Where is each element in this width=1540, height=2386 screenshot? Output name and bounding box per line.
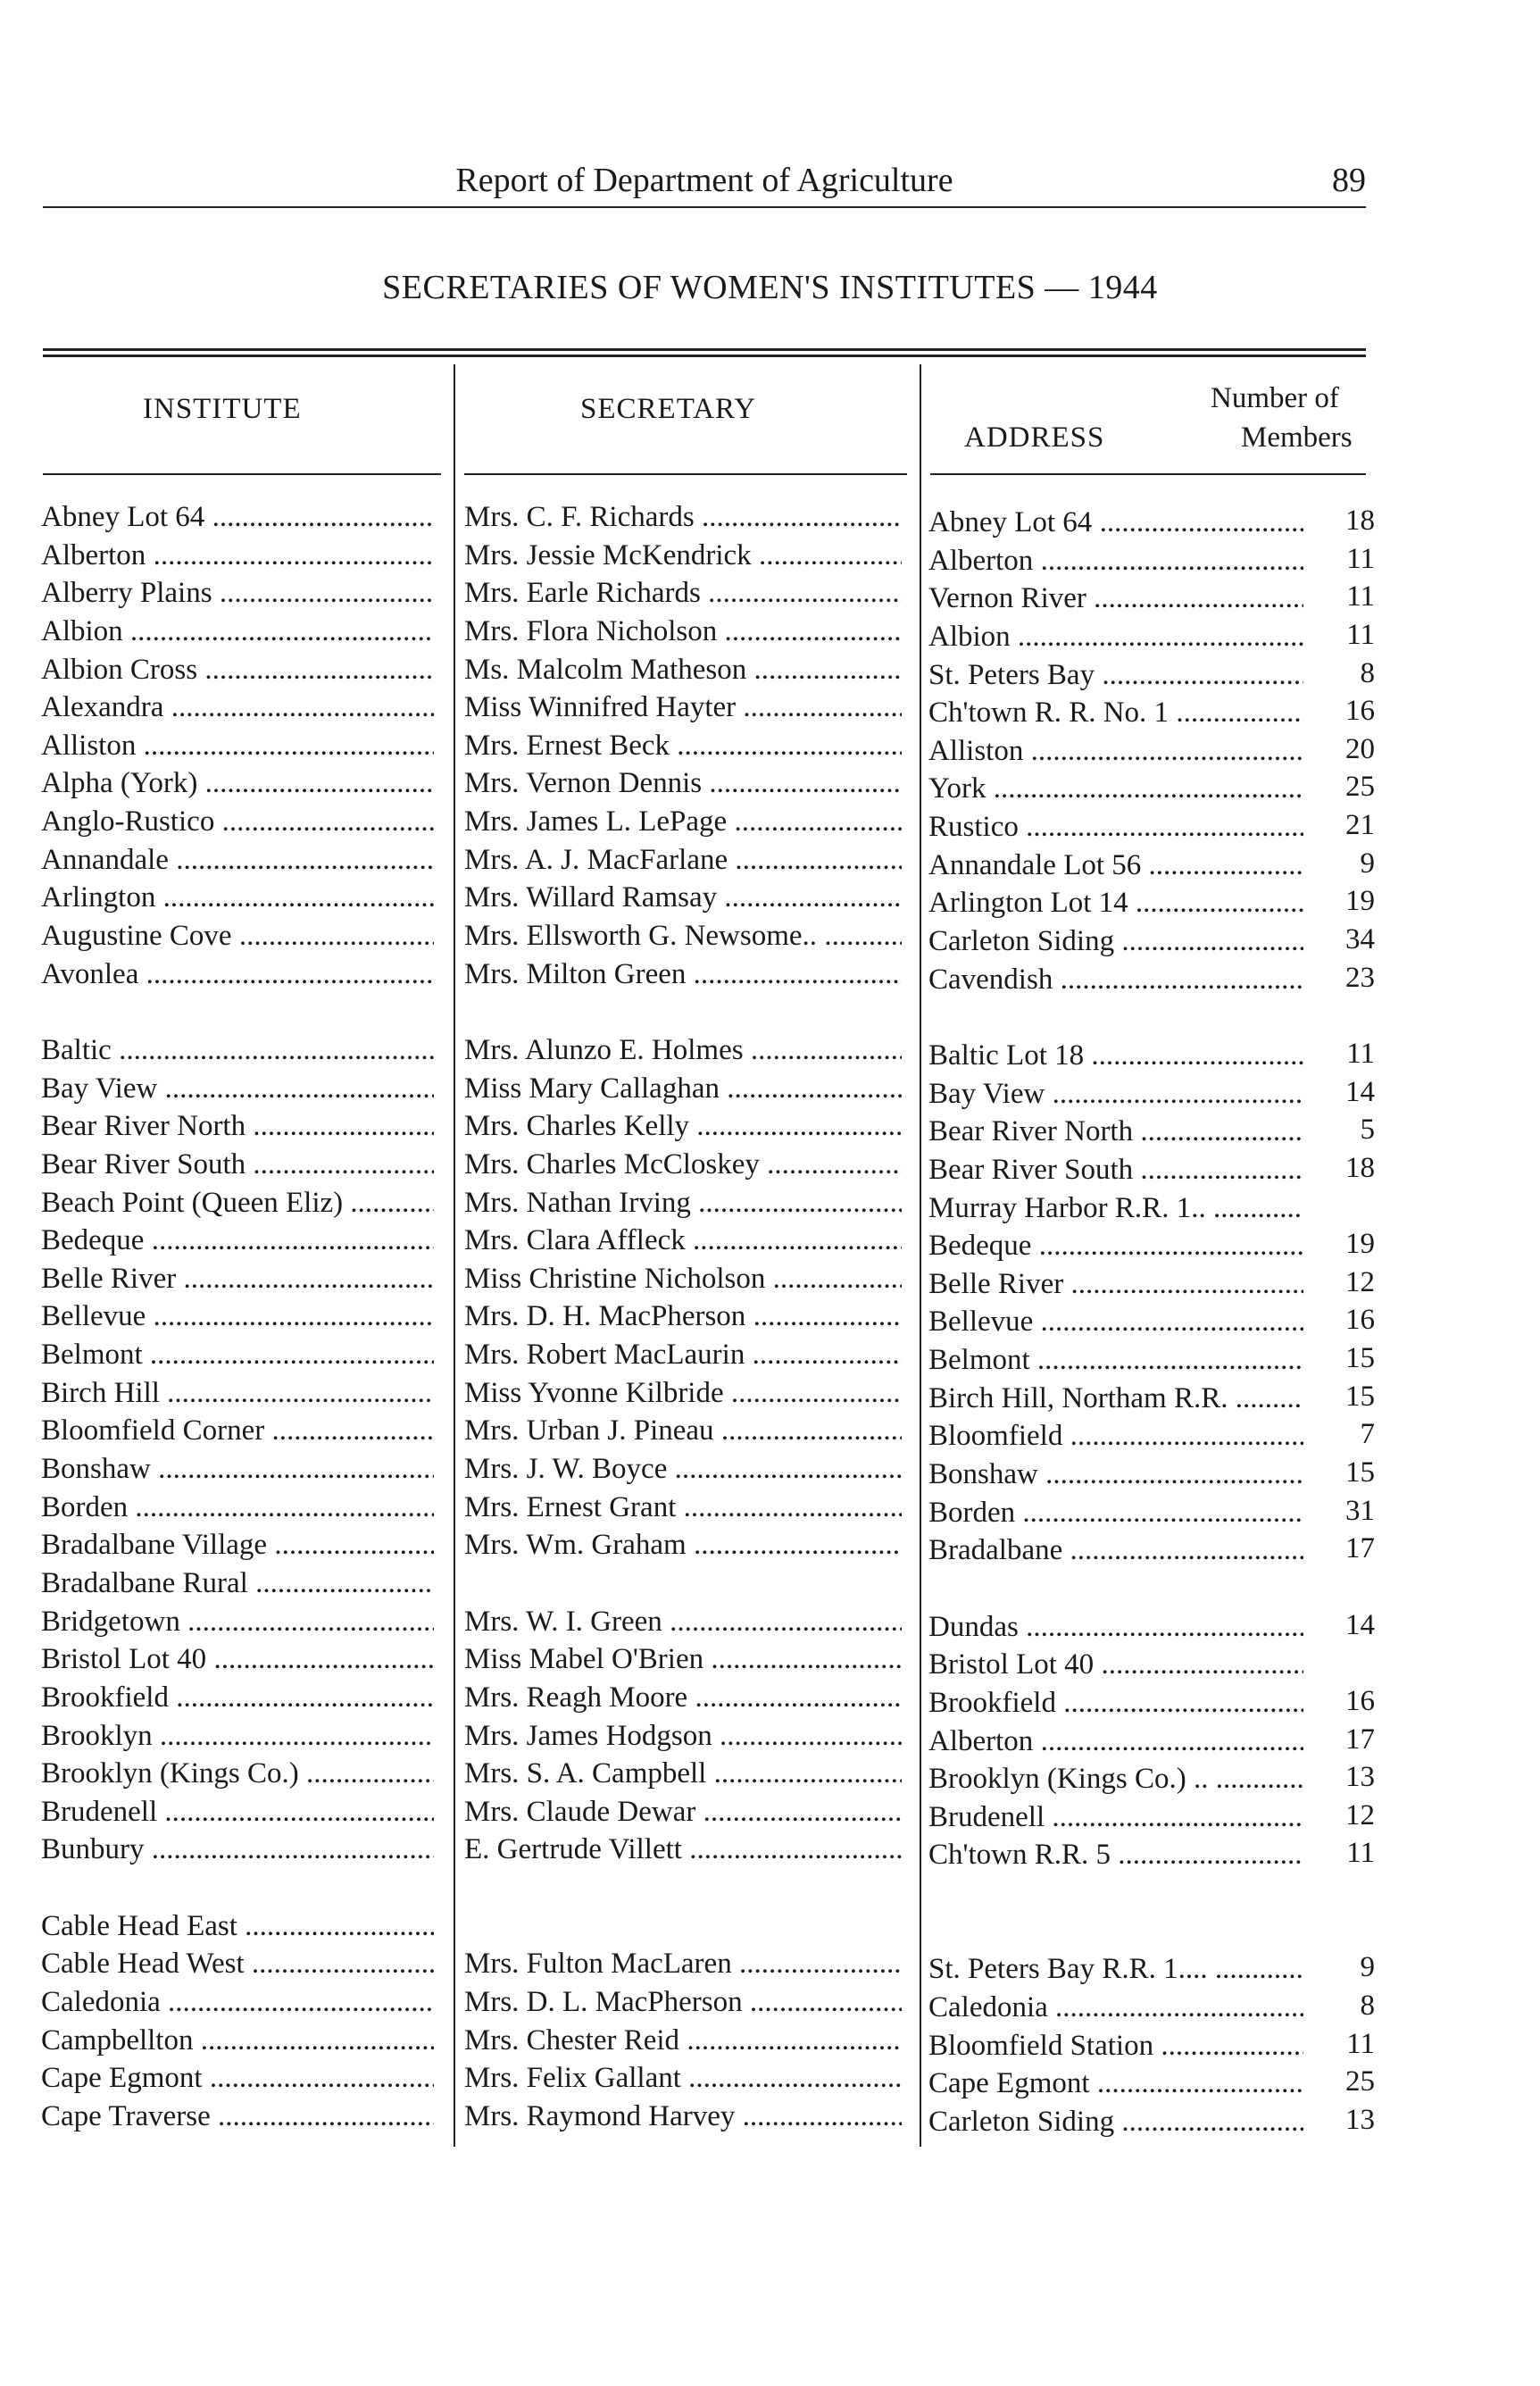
institute-cell: Alliston .....: [41, 727, 434, 765]
institute-cell: Alexandra .....: [41, 688, 434, 727]
members-cell: 13: [1345, 2103, 1375, 2136]
table-row: [0, 1945, 1540, 1986]
table-row: [0, 1983, 1540, 2022]
address-cell: Rustico .....: [928, 808, 1303, 847]
institute-cell: Cable Head West .....: [41, 1945, 434, 1983]
table-row: [0, 1526, 1540, 1567]
address-cell: Bear River South .....: [928, 1151, 1303, 1189]
secretary-cell: Mrs. Vernon Dennis .....: [464, 764, 902, 803]
secretary-cell: Mrs. Robert MacLaurin .....: [464, 1336, 902, 1374]
members-cell: 9: [1360, 847, 1375, 880]
institute-cell: Cape Egmont .....: [41, 2059, 434, 2098]
members-cell: 17: [1345, 1532, 1375, 1565]
members-cell: 16: [1345, 1304, 1375, 1337]
table-row: [0, 1222, 1540, 1263]
institute-cell: Caledonia .....: [41, 1983, 434, 2022]
secretary-cell: Mrs. Earle Richards .....: [464, 574, 902, 613]
members-cell: 12: [1345, 1798, 1375, 1831]
members-cell: 12: [1345, 1265, 1375, 1298]
table-row: [0, 1679, 1540, 1717]
secretary-cell: Mrs. Willard Ramsay .....: [464, 879, 902, 917]
table-row: [0, 498, 1540, 537]
running-head: Report of Department of Agriculture: [455, 162, 953, 199]
address-cell: Bellevue .....: [928, 1303, 1303, 1341]
secretary-cell: Mrs. Charles Kelly .....: [464, 1107, 902, 1146]
institute-cell: Arlington .....: [41, 879, 434, 917]
secretary-cell: Miss Mabel O'Brien .....: [464, 1640, 902, 1679]
secretary-cell: Mrs. Ellsworth G. Newsome.. .....: [464, 917, 902, 955]
secretary-cell: Mrs. D. L. MacPherson .....: [464, 1983, 902, 2022]
address-cell: Caledonia .....: [928, 1989, 1303, 2027]
secretary-cell: Mrs. S. A. Campbell .....: [464, 1755, 902, 1793]
institute-cell: Borden .....: [41, 1489, 434, 1527]
members-cell: 11: [1346, 1037, 1375, 1070]
members-cell: 23: [1345, 961, 1375, 994]
address-cell: Cavendish .....: [928, 961, 1303, 999]
institute-cell: Bridgetown .....: [41, 1603, 434, 1641]
header-underline-2: [464, 473, 907, 475]
address-cell: Belle River .....: [928, 1265, 1303, 1304]
institute-cell: Campbellton .....: [41, 2022, 434, 2060]
institute-cell: Cape Traverse .....: [41, 2098, 434, 2136]
address-cell: Annandale Lot 56 .....: [928, 847, 1303, 885]
members-cell: 11: [1346, 580, 1375, 613]
secretary-cell: Mrs. Ernest Grant .....: [464, 1489, 902, 1527]
secretary-cell: Ms. Malcolm Matheson .....: [464, 651, 902, 689]
institute-cell: Bradalbane Village .....: [41, 1526, 434, 1564]
table-row: [0, 1489, 1540, 1527]
table-row: [0, 574, 1540, 613]
table-row: [0, 1793, 1540, 1831]
table-top-rule-2: [43, 355, 1366, 357]
address-cell: Bristol Lot 40 .....: [928, 1646, 1303, 1684]
address-cell: Abney Lot 64 .....: [928, 504, 1303, 542]
secretary-cell: Mrs. C. F. Richards .....: [464, 498, 902, 537]
page-number: 89: [1332, 162, 1366, 199]
institute-cell: Alberry Plains .....: [41, 574, 434, 613]
secretary-cell: Mrs. D. H. MacPherson .....: [464, 1297, 902, 1336]
institute-cell: Belle River .....: [41, 1260, 434, 1298]
page-title: SECRETARIES OF WOMEN'S INSTITUTES — 1944: [382, 269, 1158, 306]
table-row: [0, 2059, 1540, 2098]
secretary-cell: Mrs. Chester Reid .....: [464, 2022, 902, 2060]
header-underline-3: [930, 473, 1366, 475]
table-row: [0, 1031, 1540, 1070]
table-row: [0, 2022, 1540, 2060]
members-cell: 25: [1345, 771, 1375, 804]
table-row: [0, 1374, 1540, 1413]
institute-cell: Bellevue .....: [41, 1297, 434, 1336]
table-row: [0, 1107, 1540, 1146]
table-row: [0, 955, 1540, 994]
institute-cell: Baltic .....: [41, 1031, 434, 1070]
institute-cell: Birch Hill .....: [41, 1374, 434, 1413]
secretary-cell: Mrs. Claude Dewar .....: [464, 1793, 902, 1831]
table-row: [0, 2098, 1540, 2136]
institute-cell: Beach Point (Queen Eliz) .....: [41, 1184, 434, 1222]
address-cell: Albion .....: [928, 618, 1303, 656]
address-cell: Vernon River .....: [928, 580, 1303, 618]
members-cell: 34: [1345, 923, 1375, 956]
column-header-members-1: Number of: [1211, 382, 1339, 414]
address-cell: Ch'town R.R. 5 .....: [928, 1836, 1303, 1874]
table-row: [0, 537, 1540, 575]
members-cell: 5: [1360, 1114, 1375, 1147]
institute-cell: Bear River South .....: [41, 1146, 434, 1184]
address-cell: Arlington Lot 14 .....: [928, 884, 1303, 922]
address-cell: Murray Harbor R.R. 1.. .....: [928, 1189, 1303, 1228]
secretary-cell: Miss Mary Callaghan .....: [464, 1070, 902, 1108]
column-header-secretary: SECRETARY: [580, 393, 757, 425]
secretary-cell: Mrs. Reagh Moore .....: [464, 1679, 902, 1717]
institute-cell: Avonlea .....: [41, 955, 434, 994]
members-cell: 15: [1345, 1342, 1375, 1375]
secretary-cell: E. Gertrude Villett .....: [464, 1831, 902, 1869]
secretary-cell: Mrs. Flora Nicholson .....: [464, 613, 902, 651]
institute-cell: Bloomfield Corner .....: [41, 1412, 434, 1450]
members-cell: 15: [1345, 1456, 1375, 1489]
members-cell: 11: [1346, 542, 1375, 575]
table-row: [0, 764, 1540, 803]
institute-cell: Brooklyn (Kings Co.) .....: [41, 1755, 434, 1793]
institute-cell: Albion Cross .....: [41, 651, 434, 689]
table-row: [0, 1603, 1540, 1641]
institute-cell: Belmont .....: [41, 1336, 434, 1374]
secretary-cell: Mrs. Fulton MacLaren .....: [464, 1945, 902, 1983]
table-row: [0, 1755, 1540, 1796]
members-cell: 15: [1345, 1380, 1375, 1413]
address-cell: Brookfield .....: [928, 1684, 1303, 1723]
table-row: [0, 1146, 1540, 1184]
address-cell: Baltic Lot 18 .....: [928, 1037, 1303, 1075]
members-cell: 16: [1345, 1684, 1375, 1717]
members-cell: 21: [1345, 809, 1375, 842]
members-cell: 14: [1345, 1075, 1375, 1108]
table-row: [0, 841, 1540, 880]
table-row: [0, 1297, 1540, 1339]
table-row: [0, 1336, 1540, 1377]
table-row: [0, 688, 1540, 730]
address-cell: Alberton .....: [928, 1723, 1303, 1761]
secretary-cell: Miss Christine Nicholson .....: [464, 1260, 902, 1298]
address-cell: Bonshaw .....: [928, 1456, 1303, 1494]
secretary-cell: Mrs. Felix Gallant .....: [464, 2059, 902, 2098]
members-cell: 17: [1345, 1723, 1375, 1756]
secretary-cell: Mrs. Ernest Beck .....: [464, 727, 902, 765]
table-row: [0, 1412, 1540, 1453]
table-body: [0, 498, 1540, 2136]
members-cell: 8: [1360, 656, 1375, 689]
secretary-cell: Mrs. J. W. Boyce .....: [464, 1450, 902, 1489]
members-cell: 11: [1346, 2027, 1375, 2060]
table-row: [0, 1070, 1540, 1108]
members-cell: 11: [1346, 1837, 1375, 1870]
members-cell: 7: [1360, 1418, 1375, 1451]
table-row: [0, 1564, 1540, 1603]
secretary-cell: Mrs. Clara Affleck .....: [464, 1222, 902, 1260]
address-cell: St. Peters Bay R.R. 1.... .....: [928, 1950, 1303, 1989]
section-gap: [0, 1869, 1540, 1907]
members-cell: 18: [1345, 505, 1375, 537]
members-cell: 20: [1345, 732, 1375, 765]
table-row: [0, 1907, 1540, 1946]
institute-cell: Alberton .....: [41, 537, 434, 575]
address-cell: Dundas .....: [928, 1608, 1303, 1647]
institute-cell: Bedeque .....: [41, 1222, 434, 1260]
institute-cell: Anglo-Rustico .....: [41, 803, 434, 841]
members-cell: 19: [1345, 1228, 1375, 1261]
table-row: [0, 1640, 1540, 1679]
members-cell: 13: [1345, 1761, 1375, 1794]
secretary-cell: Miss Yvonne Kilbride .....: [464, 1374, 902, 1413]
table-row: [0, 1184, 1540, 1222]
table-row: [0, 803, 1540, 844]
institute-cell: Brookfield .....: [41, 1679, 434, 1717]
address-cell: Alberton .....: [928, 542, 1303, 580]
table-row: [0, 1831, 1540, 1872]
address-cell: Bloomfield Station .....: [928, 2027, 1303, 2065]
address-cell: Bloomfield .....: [928, 1417, 1303, 1456]
institute-cell: Bonshaw .....: [41, 1450, 434, 1489]
address-cell: Bedeque .....: [928, 1227, 1303, 1265]
address-cell: St. Peters Bay .....: [928, 656, 1303, 695]
address-cell: Belmont .....: [928, 1341, 1303, 1380]
address-cell: Brudenell .....: [928, 1798, 1303, 1837]
column-header-institute: INSTITUTE: [143, 393, 302, 425]
members-cell: 8: [1360, 1989, 1375, 2022]
institute-cell: Bear River North .....: [41, 1107, 434, 1146]
secretary-cell: Mrs. James L. LePage .....: [464, 803, 902, 841]
institute-cell: Abney Lot 64 .....: [41, 498, 434, 537]
header-rule: [43, 206, 1366, 208]
institute-cell: Bunbury .....: [41, 1831, 434, 1869]
secretary-cell: Mrs. Raymond Harvey .....: [464, 2098, 902, 2136]
column-header-members-2: Members: [1241, 421, 1353, 454]
table-row: [0, 727, 1540, 765]
table-row: [0, 1260, 1540, 1298]
secretary-cell: Mrs. Alunzo E. Holmes .....: [464, 1031, 902, 1070]
address-cell: Birch Hill, Northam R.R. .....: [928, 1380, 1303, 1418]
institute-cell: Brudenell .....: [41, 1793, 434, 1831]
secretary-cell: Mrs. Milton Green .....: [464, 955, 902, 994]
institute-cell: Albion .....: [41, 613, 434, 651]
table-row: [0, 1717, 1540, 1756]
address-cell: Carleton Siding .....: [928, 922, 1303, 961]
institute-cell: Cable Head East .....: [41, 1907, 434, 1946]
institute-cell: Brooklyn .....: [41, 1717, 434, 1756]
members-cell: 31: [1345, 1494, 1375, 1527]
table-top-rule: [43, 348, 1366, 351]
members-cell: 18: [1345, 1151, 1375, 1184]
address-cell: Cape Egmont .....: [928, 2065, 1303, 2103]
secretary-cell: Mrs. W. I. Green .....: [464, 1603, 902, 1641]
institute-cell: Bradalbane Rural .....: [41, 1564, 434, 1603]
address-cell: Alliston .....: [928, 732, 1303, 771]
address-cell: York .....: [928, 770, 1303, 808]
members-cell: 19: [1345, 885, 1375, 918]
address-cell: Ch'town R. R. No. 1 .....: [928, 694, 1303, 732]
members-cell: 11: [1346, 618, 1375, 651]
section-gap: [0, 993, 1540, 1031]
header-underline-1: [43, 473, 441, 475]
institute-cell: Alpha (York) .....: [41, 764, 434, 803]
institute-cell: Annandale .....: [41, 841, 434, 880]
members-cell: 14: [1345, 1608, 1375, 1641]
institute-cell: Bay View .....: [41, 1070, 434, 1108]
secretary-cell: Mrs. Wm. Graham .....: [464, 1526, 902, 1564]
address-cell: Bear River North .....: [928, 1113, 1303, 1151]
secretary-cell: Miss Winnifred Hayter .....: [464, 688, 902, 727]
secretary-cell: Mrs. James Hodgson .....: [464, 1717, 902, 1756]
address-cell: Brooklyn (Kings Co.) .. .....: [928, 1760, 1303, 1798]
secretary-cell: Mrs. A. J. MacFarlane .....: [464, 841, 902, 880]
table-row: [0, 917, 1540, 958]
secretary-cell: Mrs. Charles McCloskey .....: [464, 1146, 902, 1184]
table-row: [0, 613, 1540, 651]
secretary-cell: Mrs. Jessie McKendrick .....: [464, 537, 902, 575]
members-cell: 9: [1360, 1951, 1375, 1984]
secretary-cell: Mrs. Urban J. Pineau .....: [464, 1412, 902, 1450]
address-cell: Bradalbane .....: [928, 1531, 1303, 1570]
secretary-cell: Mrs. Nathan Irving .....: [464, 1184, 902, 1222]
table-row: [0, 1450, 1540, 1489]
members-cell: 25: [1345, 2065, 1375, 2098]
members-cell: 16: [1345, 695, 1375, 728]
institute-cell: Augustine Cove .....: [41, 917, 434, 955]
column-header-address: ADDRESS: [964, 421, 1105, 454]
table-row: [0, 651, 1540, 689]
address-cell: Borden .....: [928, 1494, 1303, 1532]
table-row: [0, 879, 1540, 920]
address-cell: Carleton Siding .....: [928, 2103, 1303, 2141]
address-cell: Bay View .....: [928, 1075, 1303, 1114]
institute-cell: Bristol Lot 40 .....: [41, 1640, 434, 1679]
